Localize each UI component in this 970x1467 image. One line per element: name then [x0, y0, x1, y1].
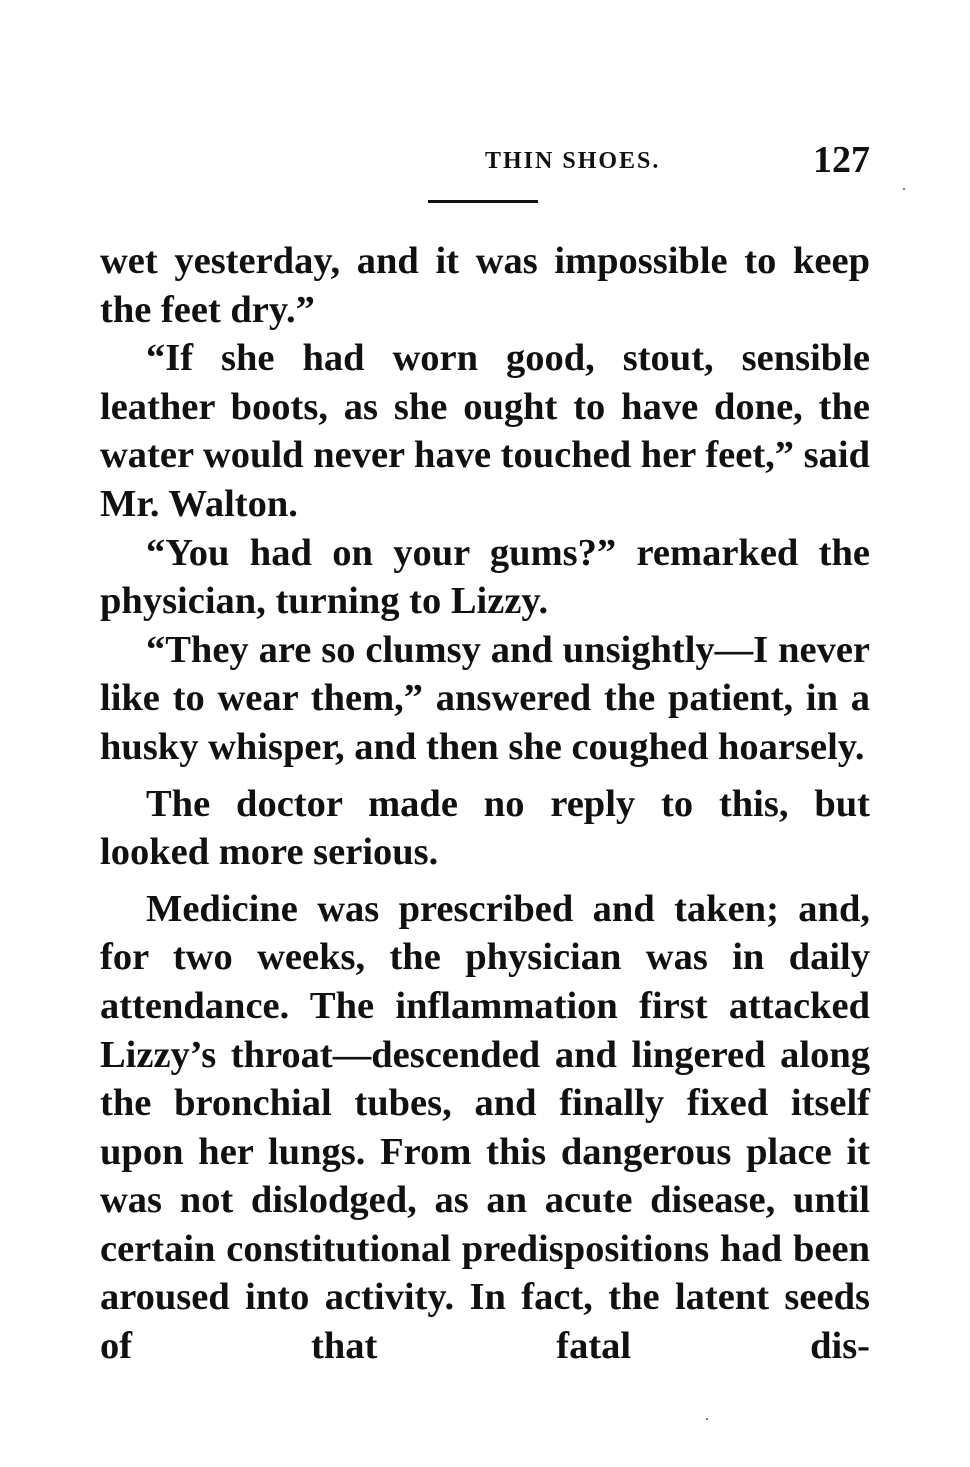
page-number: 127 [813, 139, 870, 181]
header-rule [428, 200, 538, 203]
paragraph: “They are so clumsy and unsightly—I never like to wear them,” answered the patient, in a husky whisper, and then she coughed hoarsely. [100, 628, 870, 768]
paragraph: “If she had worn good, stout, sensible leather boots, as she ought to have done, the water would never have touched her feet,” said Mr. Walton. [100, 337, 870, 525]
scan-speck [903, 188, 905, 190]
scan-speck [706, 1418, 708, 1420]
paragraph: “You had on your gums?” remarked the physician, turning to Lizzy. [100, 531, 870, 623]
running-head [100, 138, 870, 188]
running-title: THIN SHOES. [485, 148, 661, 174]
paragraph: Medicine was prescribed and taken; and, for two weeks, the physician was in daily attendance. The inflammation first attacked Lizzy’s throat—descended and lingered along the bronchial tubes, and finally fixed itself upon her lungs. From this dangerous place it was not dislodged, as an acute disease, until certain constitutional predispositions had been aroused into activity. In fact, the latent seeds of that fatal dis- [100, 887, 870, 1368]
paragraph: The doctor made no reply to this, but looked more serious. [100, 782, 870, 874]
paragraph-continued: wet yesterday, and it was impossible to keep the feet dry.” [100, 240, 870, 331]
body-text [100, 237, 870, 1371]
